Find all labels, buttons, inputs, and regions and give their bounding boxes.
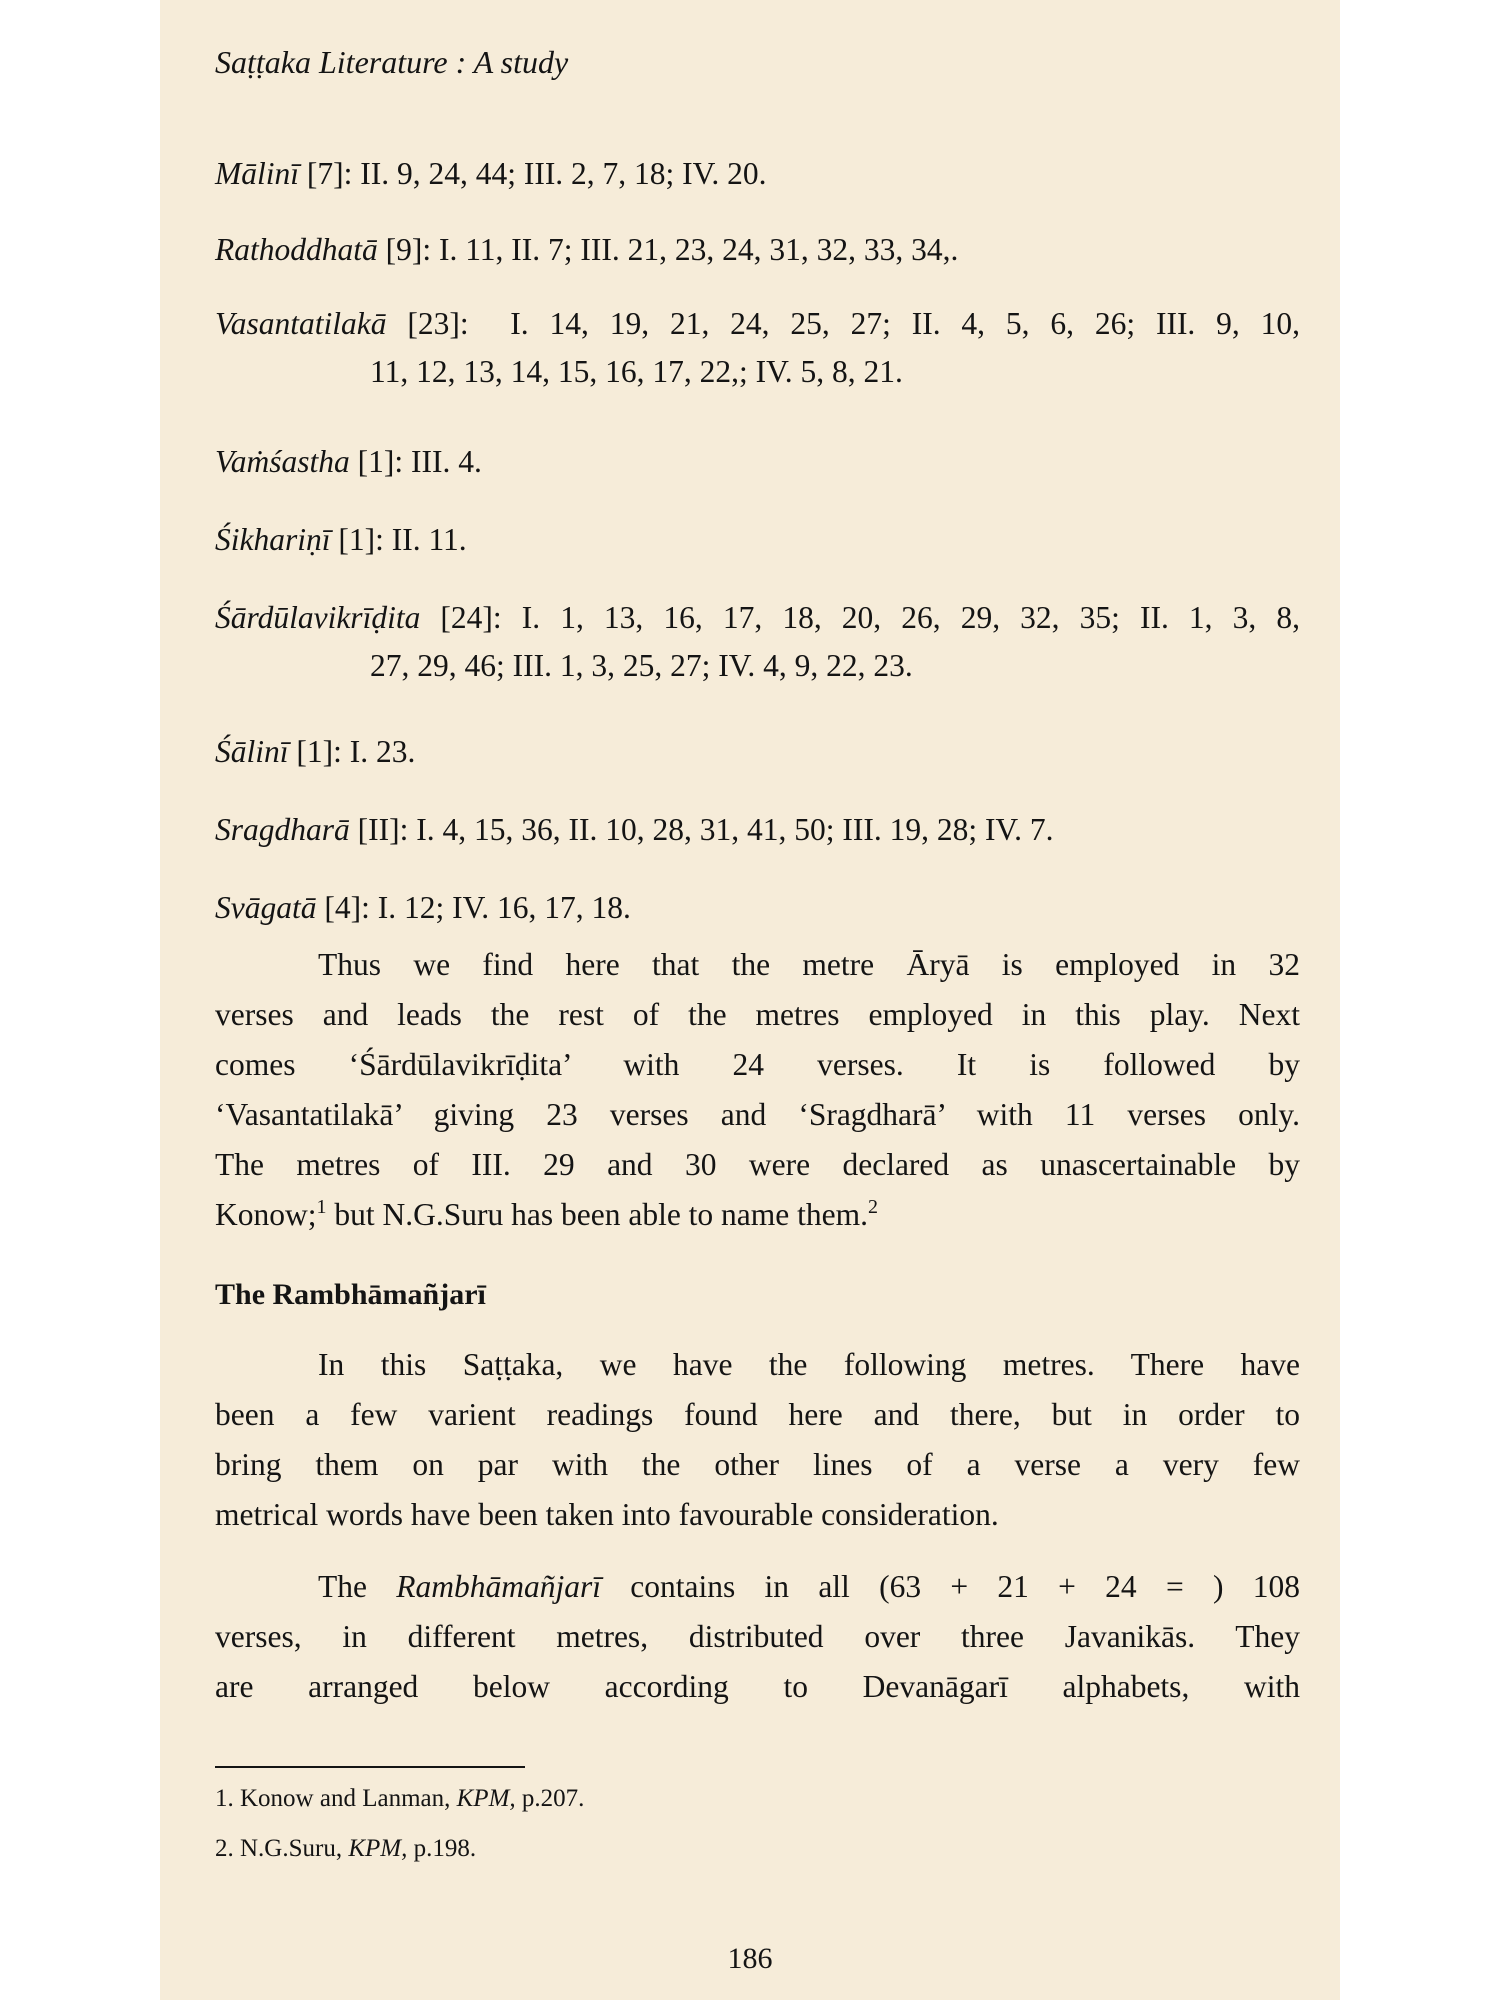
metre-entry-vamsastha	[215, 438, 1300, 486]
metre-entry-svagata	[215, 884, 1300, 932]
paragraph-text: contains in all (63 + 21 + 24 = ) 108	[630, 1569, 1301, 1604]
paragraph-line: metrical words have been taken into favourable consideration.	[215, 1497, 999, 1532]
metre-name: Svāgatā	[215, 890, 317, 925]
metre-count: [II]:	[357, 812, 409, 847]
metre-count: [9]:	[385, 232, 432, 267]
page-number: 186	[727, 1942, 773, 1975]
paragraph-line	[215, 1562, 1300, 1612]
metre-entry-vasantatilaka	[215, 300, 1300, 396]
metre-entry-malini	[215, 150, 1300, 198]
paragraph-line: comes ‘Śārdūlavikrīḍita’ with 24 verses. It is followed by	[215, 1047, 1300, 1082]
paragraph-line: Thus we find here that the metre Āryā is employed in 32	[318, 947, 1300, 982]
metre-verses: III. 4.	[411, 444, 482, 479]
paragraph-last-line	[215, 1190, 1300, 1240]
footnote-text: N.G.Suru,	[240, 1835, 343, 1862]
paragraph-line: are arranged below according to Devanāgarī alphabets, with	[215, 1669, 1300, 1704]
metre-count: [1]:	[338, 522, 384, 557]
metre-count: [23]:	[407, 306, 469, 341]
book-page	[160, 0, 1340, 2000]
paragraph-line: The metres of III. 29 and 30 were declared as unascertainable by	[215, 1147, 1300, 1182]
footnote-ref-1: 1	[316, 1196, 327, 1218]
paragraph-line: verses and leads the rest of the metres employed in this play. Next	[215, 997, 1300, 1032]
footnote-ref-2: 2	[868, 1196, 878, 1218]
section-heading: The Rambhāmañjarī	[215, 1278, 486, 1311]
metre-name: Rathoddhatā	[215, 232, 378, 267]
footnote-page: p.198.	[413, 1835, 477, 1862]
footnote-divider	[215, 1766, 525, 1768]
metre-verses: I. 12; IV. 16, 17, 18.	[377, 890, 631, 925]
metre-count: [24]:	[440, 600, 502, 635]
metre-verses: II. 11.	[391, 522, 467, 557]
metre-name: Mālinī	[215, 156, 299, 191]
metre-verses: I. 11, II. 7; III. 21, 23, 24, 31, 32, 33, 34,.	[438, 232, 959, 267]
metre-count: [4]:	[324, 890, 370, 925]
footnote-text: Konow and Lanman,	[240, 1785, 451, 1812]
summary-paragraph	[215, 940, 1300, 1240]
metre-entry-sardulavikridita	[215, 594, 1300, 690]
metre-count: [1]:	[357, 444, 404, 479]
footnote-2	[215, 1832, 476, 1866]
metre-entry-rathoddhata	[215, 226, 1300, 274]
running-head: Saṭṭaka Literature : A study	[215, 44, 569, 80]
metre-entry-salini	[215, 728, 1300, 776]
intro-paragraph	[215, 1340, 1300, 1540]
metre-name: Śālinī	[215, 734, 289, 769]
metre-entry-sikharini	[215, 516, 1300, 564]
contents-paragraph	[215, 1562, 1300, 1712]
paragraph-line: In this Saṭṭaka, we have the following metres. There have	[318, 1347, 1300, 1382]
metre-verses-continued: 27, 29, 46; III. 1, 3, 25, 27; IV. 4, 9, 22, 23.	[370, 648, 913, 683]
paragraph-line: verses, in different metres, distributed over three Javanikās. They	[215, 1619, 1300, 1654]
metre-verses: I. 23.	[349, 734, 416, 769]
footnote-source: KPM,	[348, 1835, 408, 1862]
metre-name: Vaṁśastha	[215, 444, 350, 479]
footnote-1	[215, 1782, 584, 1816]
play-title: Rambhāmañjarī	[396, 1569, 602, 1604]
footnote-source: KPM,	[456, 1785, 516, 1812]
metre-verses: I. 4, 15, 36, II. 10, 28, 31, 41, 50; III. 19, 28; IV. 7.	[416, 812, 1054, 847]
metre-verses-continued: 11, 12, 13, 14, 15, 16, 17, 22,; IV. 5, 8, 21.	[370, 354, 903, 389]
metre-entry-sragdhara	[215, 806, 1300, 854]
paragraph-line: bring them on par with the other lines of a verse a very few	[215, 1447, 1300, 1482]
metre-name: Śārdūlavikrīḍita	[215, 600, 421, 635]
paragraph-text: Konow;	[215, 1197, 317, 1232]
paragraph-line: been a few varient readings found here and there, but in order to	[215, 1397, 1300, 1432]
metre-name: Śikhariṇī	[215, 522, 331, 557]
footnote-number: 2.	[215, 1835, 234, 1862]
metre-verses: II. 9, 24, 44; III. 2, 7, 18; IV. 20.	[360, 156, 767, 191]
paragraph-text: but N.G.Suru has been able to name them.	[334, 1197, 868, 1232]
paragraph-line: ‘Vasantatilakā’ giving 23 verses and ‘Sragdharā’ with 11 verses only.	[215, 1097, 1300, 1132]
metre-verses: I. 1, 13, 16, 17, 18, 20, 26, 29, 32, 35; II. 1, 3, 8,	[521, 600, 1300, 635]
metre-verses: I. 14, 19, 21, 24, 25, 27; II. 4, 5, 6, 26; III. 9, 10,	[510, 306, 1301, 341]
metre-name: Sragdharā	[215, 812, 350, 847]
footnote-page: p.207.	[521, 1785, 585, 1812]
paragraph-text: The	[318, 1569, 367, 1604]
metre-count: [1]:	[296, 734, 342, 769]
footnote-number: 1.	[215, 1785, 234, 1812]
metre-count: [7]:	[306, 156, 353, 191]
metre-name: Vasantatilakā	[215, 306, 387, 341]
